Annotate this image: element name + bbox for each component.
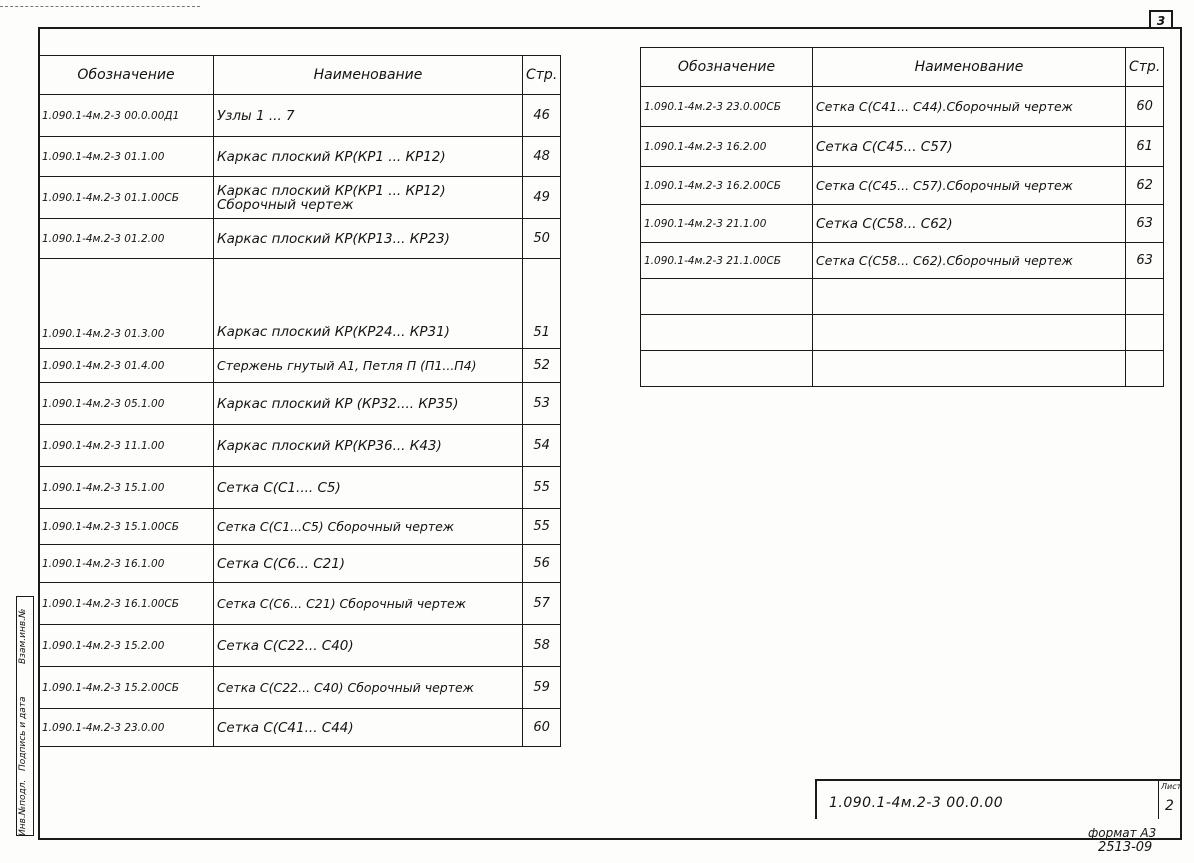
page-cell: 50 [523, 219, 561, 259]
empty-row [641, 279, 1164, 315]
sheet-label: Лист [1161, 782, 1182, 791]
table-row [39, 177, 561, 219]
name-cell: Сетка С(С22... С40) Сборочный чертеж [214, 667, 523, 709]
header-name: Наименование [214, 56, 523, 95]
header-page: Стр. [523, 56, 561, 95]
table-row [39, 425, 561, 467]
table-row [39, 383, 561, 425]
designation-cell: 1.090.1-4м.2-3 01.1.00 [39, 137, 214, 177]
name-line-1: Каркас плоский КР(КР1 ... КР12) [217, 182, 446, 199]
table-row [39, 667, 561, 709]
archive-number: 2513-09 [1098, 840, 1153, 855]
name-cell: Сетка С(С41... С44) [214, 709, 523, 747]
page-cell: 63 [1126, 205, 1164, 243]
page-cell: 60 [1126, 87, 1164, 127]
table-row [641, 243, 1164, 279]
sheet-number: 2 [1165, 798, 1174, 814]
name-cell: Сетка С(С45... С57).Сборочный чертеж [813, 167, 1126, 205]
header-designation: Обозначение [39, 56, 214, 95]
page-cell: 46 [523, 95, 561, 137]
page-cell: 51 [523, 259, 561, 349]
header-page: Стр. [1126, 48, 1164, 87]
name-line-2: Сборочный чертеж [217, 196, 354, 213]
title-block [815, 779, 1182, 819]
name-cell: Каркас плоский КР (КР32.... КР35) [214, 383, 523, 425]
name-cell: Сетка С(С22... С40) [214, 625, 523, 667]
document-code: 1.090.1-4м.2-3 00.0.00 [829, 795, 1004, 811]
designation-cell: 1.090.1-4м.2-3 01.4.00 [39, 349, 214, 383]
designation-cell: 1.090.1-4м.2-3 05.1.00 [39, 383, 214, 425]
designation-cell: 1.090.1-4м.2-3 16.2.00 [641, 127, 813, 167]
name-cell: Каркас плоский КР(КР36... К43) [214, 425, 523, 467]
table-row [39, 219, 561, 259]
page-cell: 52 [523, 349, 561, 383]
name-cell: Каркас плоский КР(КР24... КР31) [214, 259, 523, 349]
designation-cell: 1.090.1-4м.2-3 16.1.00СБ [39, 583, 214, 625]
top-sheet-number: 3 [1149, 10, 1173, 29]
table-row [39, 95, 561, 137]
page-cell: 60 [523, 709, 561, 747]
designation-cell: 1.090.1-4м.2-3 01.2.00 [39, 219, 214, 259]
right-contents-table [640, 47, 1164, 387]
table-row [641, 127, 1164, 167]
designation-cell: 1.090.1-4м.2-3 21.1.00 [641, 205, 813, 243]
side-stamp [16, 596, 40, 836]
table-row [39, 349, 561, 383]
designation-cell: 1.090.1-4м.2-3 16.2.00СБ [641, 167, 813, 205]
table-row [39, 259, 561, 349]
page-cell: 61 [1126, 127, 1164, 167]
empty-row [641, 351, 1164, 387]
page-cell: 55 [523, 509, 561, 545]
table-row [641, 87, 1164, 127]
page-cell: 53 [523, 383, 561, 425]
name-cell: Каркас плоский КР(КР13... КР23) [214, 219, 523, 259]
table-row [39, 625, 561, 667]
table-header [39, 56, 561, 95]
designation-cell: 1.090.1-4м.2-3 15.1.00 [39, 467, 214, 509]
table-row [39, 709, 561, 747]
name-cell: Узлы 1 ... 7 [214, 95, 523, 137]
table-row [39, 137, 561, 177]
name-cell: Сетка С(С45... С57) [813, 127, 1126, 167]
page-cell: 54 [523, 425, 561, 467]
table-row [641, 205, 1164, 243]
empty-row [641, 315, 1164, 351]
name-cell: Сетка С(С58... С62).Сборочный чертеж [813, 243, 1126, 279]
name-cell [214, 177, 523, 219]
side-label-vzam-inv: Взам.инв.№ [18, 608, 28, 664]
name-cell: Сетка С(С6... С21) [214, 545, 523, 583]
name-cell: Сетка С(С41... С44).Сборочный чертеж [813, 87, 1126, 127]
name-cell: Сетка С(С6... С21) Сборочный чертеж [214, 583, 523, 625]
table-row [39, 467, 561, 509]
scan-edge-line [0, 6, 200, 7]
name-cell: Каркас плоский КР(КР1 ... КР12) [214, 137, 523, 177]
header-name: Наименование [813, 48, 1126, 87]
page-cell: 48 [523, 137, 561, 177]
page-cell: 59 [523, 667, 561, 709]
designation-cell: 1.090.1-4м.2-3 15.2.00 [39, 625, 214, 667]
table-row [39, 545, 561, 583]
name-cell: Сетка С(С58... С62) [813, 205, 1126, 243]
name-cell: Стержень гнутый А1, Петля П (П1...П4) [214, 349, 523, 383]
table-row [39, 583, 561, 625]
page-cell: 63 [1126, 243, 1164, 279]
designation-cell: 1.090.1-4м.2-3 01.3.00 [39, 259, 214, 349]
page-cell: 49 [523, 177, 561, 219]
designation-cell: 1.090.1-4м.2-3 16.1.00 [39, 545, 214, 583]
page-cell: 58 [523, 625, 561, 667]
side-label-podpis-data: Подпись и дата [18, 696, 28, 771]
sheet-cell [1158, 781, 1182, 819]
table-row [641, 167, 1164, 205]
left-contents-table [38, 55, 561, 747]
page-cell: 57 [523, 583, 561, 625]
designation-cell: 1.090.1-4м.2-3 21.1.00СБ [641, 243, 813, 279]
name-cell: Сетка С(С1...С5) Сборочный чертеж [214, 509, 523, 545]
table-header [641, 48, 1164, 87]
page-cell: 56 [523, 545, 561, 583]
designation-cell: 1.090.1-4м.2-3 15.2.00СБ [39, 667, 214, 709]
designation-cell: 1.090.1-4м.2-3 23.0.00 [39, 709, 214, 747]
table-row [39, 509, 561, 545]
designation-cell: 1.090.1-4м.2-3 01.1.00СБ [39, 177, 214, 219]
name-cell: Сетка С(С1.... С5) [214, 467, 523, 509]
designation-cell: 1.090.1-4м.2-3 00.0.00Д1 [39, 95, 214, 137]
page-cell: 62 [1126, 167, 1164, 205]
page-cell: 55 [523, 467, 561, 509]
designation-cell: 1.090.1-4м.2-3 15.1.00СБ [39, 509, 214, 545]
header-designation: Обозначение [641, 48, 813, 87]
side-label-inv-podl: Инв.№подл. [18, 779, 28, 836]
designation-cell: 1.090.1-4м.2-3 23.0.00СБ [641, 87, 813, 127]
format-label: формат А3 [1088, 826, 1157, 840]
designation-cell: 1.090.1-4м.2-3 11.1.00 [39, 425, 214, 467]
